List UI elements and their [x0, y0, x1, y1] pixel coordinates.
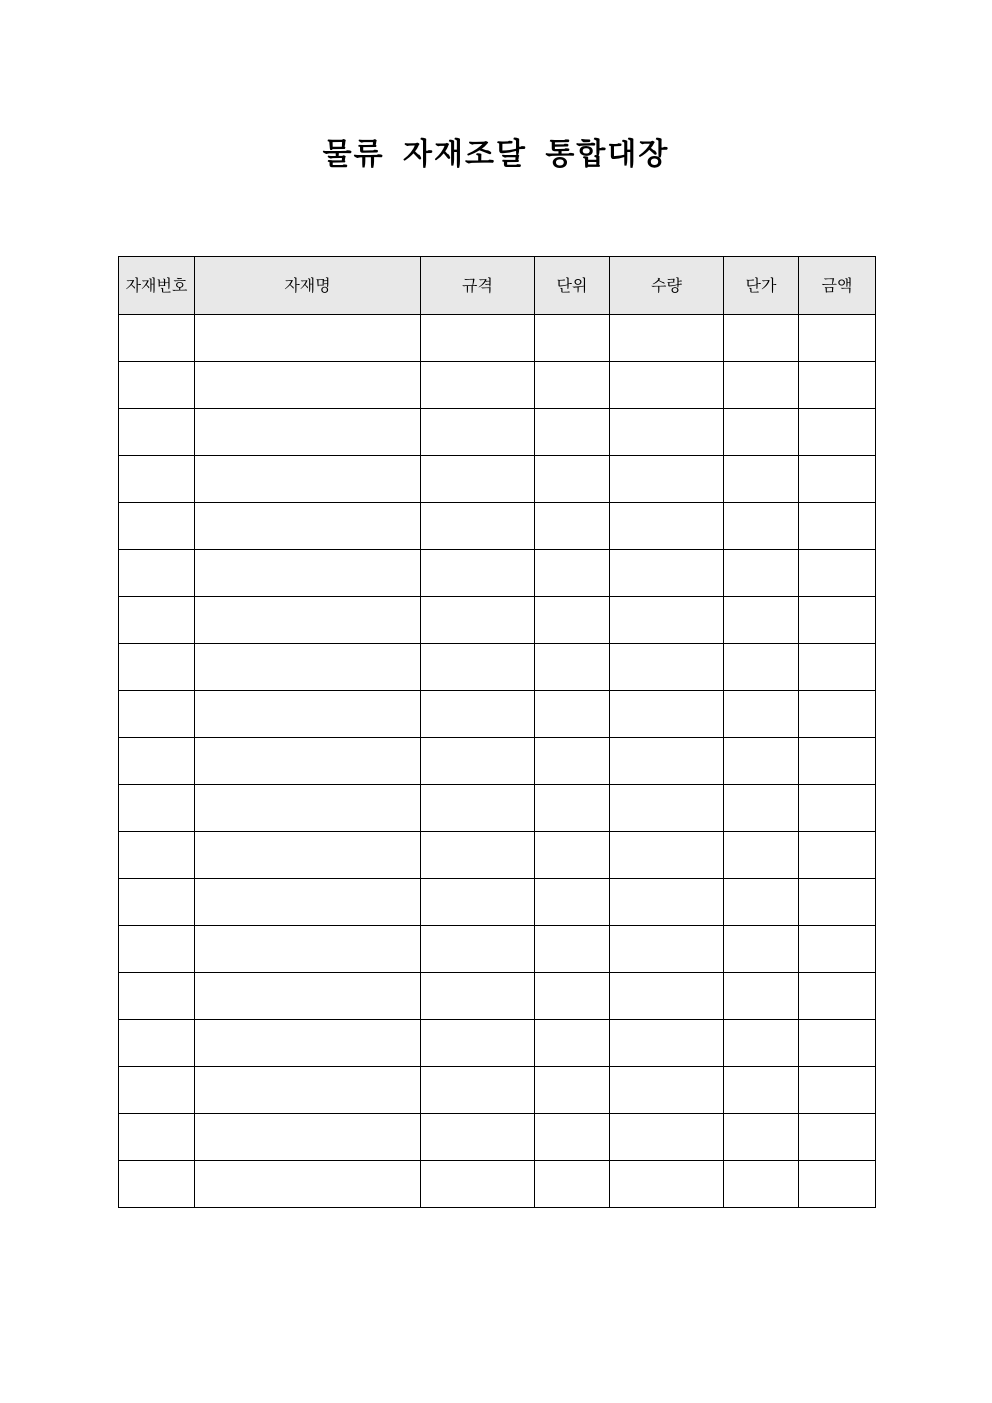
cell-quantity[interactable] — [610, 1114, 724, 1161]
cell-amount[interactable] — [799, 785, 876, 832]
cell-unit-price[interactable] — [724, 1067, 799, 1114]
cell-item-name[interactable] — [195, 832, 421, 879]
cell-unit[interactable] — [535, 597, 610, 644]
cell-quantity[interactable] — [610, 738, 724, 785]
cell-item-name[interactable] — [195, 738, 421, 785]
cell-amount[interactable] — [799, 409, 876, 456]
cell-item-no[interactable] — [119, 973, 195, 1020]
table-row — [119, 456, 876, 503]
cell-item-no[interactable] — [119, 315, 195, 362]
table-row — [119, 1114, 876, 1161]
cell-spec[interactable] — [421, 644, 535, 691]
cell-unit[interactable] — [535, 1067, 610, 1114]
cell-unit-price[interactable] — [724, 691, 799, 738]
cell-unit[interactable] — [535, 503, 610, 550]
cell-item-name[interactable] — [195, 409, 421, 456]
cell-item-name[interactable] — [195, 785, 421, 832]
cell-item-no[interactable] — [119, 597, 195, 644]
cell-spec[interactable] — [421, 409, 535, 456]
cell-item-no[interactable] — [119, 409, 195, 456]
header-item-no — [119, 257, 195, 315]
cell-unit[interactable] — [535, 409, 610, 456]
cell-unit-price[interactable] — [724, 550, 799, 597]
ledger-table — [118, 256, 876, 1208]
table-row — [119, 691, 876, 738]
cell-item-no[interactable] — [119, 550, 195, 597]
table-row — [119, 879, 876, 926]
cell-amount[interactable] — [799, 315, 876, 362]
table-row — [119, 597, 876, 644]
cell-unit-price[interactable] — [724, 1020, 799, 1067]
table-header-row — [119, 257, 876, 315]
cell-amount[interactable] — [799, 1161, 876, 1208]
cell-item-name[interactable] — [195, 691, 421, 738]
cell-unit[interactable] — [535, 832, 610, 879]
cell-quantity[interactable] — [610, 550, 724, 597]
table-row — [119, 644, 876, 691]
cell-unit[interactable] — [535, 456, 610, 503]
header-amount — [799, 257, 876, 315]
cell-quantity[interactable] — [610, 926, 724, 973]
cell-item-no[interactable] — [119, 1161, 195, 1208]
cell-unit[interactable] — [535, 973, 610, 1020]
cell-unit[interactable] — [535, 1020, 610, 1067]
cell-item-no[interactable] — [119, 456, 195, 503]
cell-item-no[interactable] — [119, 832, 195, 879]
cell-item-no[interactable] — [119, 644, 195, 691]
cell-item-name[interactable] — [195, 879, 421, 926]
cell-quantity[interactable] — [610, 456, 724, 503]
cell-item-name[interactable] — [195, 362, 421, 409]
table-row — [119, 785, 876, 832]
cell-item-no[interactable] — [119, 362, 195, 409]
cell-unit[interactable] — [535, 644, 610, 691]
cell-spec[interactable] — [421, 362, 535, 409]
cell-spec[interactable] — [421, 315, 535, 362]
cell-unit-price[interactable] — [724, 785, 799, 832]
cell-spec[interactable] — [421, 832, 535, 879]
cell-item-no[interactable] — [119, 691, 195, 738]
table-row — [119, 973, 876, 1020]
cell-item-name[interactable] — [195, 1067, 421, 1114]
cell-item-no[interactable] — [119, 1067, 195, 1114]
cell-unit-price[interactable] — [724, 503, 799, 550]
table-row — [119, 409, 876, 456]
table-row — [119, 832, 876, 879]
header-label: 단가 — [745, 275, 777, 295]
cell-item-no[interactable] — [119, 1114, 195, 1161]
cell-amount[interactable] — [799, 503, 876, 550]
header-label: 자재번호 — [125, 275, 188, 295]
cell-spec[interactable] — [421, 691, 535, 738]
header-label: 자재명 — [284, 275, 331, 295]
cell-spec[interactable] — [421, 1020, 535, 1067]
cell-item-no[interactable] — [119, 503, 195, 550]
header-unit-price — [724, 257, 799, 315]
header-quantity — [610, 257, 724, 315]
cell-amount[interactable] — [799, 1020, 876, 1067]
cell-unit-price[interactable] — [724, 973, 799, 1020]
cell-unit[interactable] — [535, 879, 610, 926]
cell-amount[interactable] — [799, 832, 876, 879]
cell-item-name[interactable] — [195, 1161, 421, 1208]
cell-spec[interactable] — [421, 1114, 535, 1161]
cell-amount[interactable] — [799, 1114, 876, 1161]
cell-item-name[interactable] — [195, 503, 421, 550]
cell-amount[interactable] — [799, 973, 876, 1020]
cell-item-no[interactable] — [119, 1020, 195, 1067]
table-row — [119, 1161, 876, 1208]
cell-quantity[interactable] — [610, 315, 724, 362]
cell-spec[interactable] — [421, 879, 535, 926]
cell-unit-price[interactable] — [724, 879, 799, 926]
header-label: 금액 — [821, 275, 853, 295]
cell-unit-price[interactable] — [724, 315, 799, 362]
table-row — [119, 362, 876, 409]
table-body — [119, 315, 876, 1208]
cell-item-name[interactable] — [195, 1114, 421, 1161]
cell-quantity[interactable] — [610, 362, 724, 409]
cell-unit[interactable] — [535, 1114, 610, 1161]
cell-unit-price[interactable] — [724, 409, 799, 456]
cell-unit-price[interactable] — [724, 1161, 799, 1208]
table-row — [119, 550, 876, 597]
header-label: 수량 — [651, 275, 682, 295]
cell-unit[interactable] — [535, 785, 610, 832]
table-row — [119, 503, 876, 550]
cell-amount[interactable] — [799, 362, 876, 409]
cell-spec[interactable] — [421, 785, 535, 832]
cell-amount[interactable] — [799, 879, 876, 926]
cell-amount[interactable] — [799, 691, 876, 738]
cell-quantity[interactable] — [610, 1161, 724, 1208]
cell-item-no[interactable] — [119, 926, 195, 973]
cell-quantity[interactable] — [610, 973, 724, 1020]
cell-item-name[interactable] — [195, 456, 421, 503]
cell-unit-price[interactable] — [724, 362, 799, 409]
cell-unit[interactable] — [535, 362, 610, 409]
cell-quantity[interactable] — [610, 644, 724, 691]
cell-spec[interactable] — [421, 1161, 535, 1208]
cell-spec[interactable] — [421, 738, 535, 785]
cell-quantity[interactable] — [610, 503, 724, 550]
header-label: 단위 — [556, 275, 588, 295]
cell-item-name[interactable] — [195, 1020, 421, 1067]
cell-quantity[interactable] — [610, 409, 724, 456]
cell-unit[interactable] — [535, 315, 610, 362]
cell-spec[interactable] — [421, 926, 535, 973]
table-row — [119, 738, 876, 785]
cell-unit-price[interactable] — [724, 597, 799, 644]
cell-unit[interactable] — [535, 1161, 610, 1208]
cell-quantity[interactable] — [610, 1020, 724, 1067]
cell-amount[interactable] — [799, 1067, 876, 1114]
cell-item-name[interactable] — [195, 973, 421, 1020]
cell-spec[interactable] — [421, 503, 535, 550]
cell-spec[interactable] — [421, 973, 535, 1020]
cell-unit-price[interactable] — [724, 644, 799, 691]
cell-unit-price[interactable] — [724, 1114, 799, 1161]
cell-amount[interactable] — [799, 597, 876, 644]
cell-item-no[interactable] — [119, 879, 195, 926]
cell-unit[interactable] — [535, 738, 610, 785]
cell-quantity[interactable] — [610, 597, 724, 644]
table-row — [119, 1020, 876, 1067]
cell-spec[interactable] — [421, 550, 535, 597]
cell-unit-price[interactable] — [724, 738, 799, 785]
cell-quantity[interactable] — [610, 785, 724, 832]
cell-item-no[interactable] — [119, 738, 195, 785]
header-spec — [421, 257, 535, 315]
cell-item-name[interactable] — [195, 315, 421, 362]
cell-quantity[interactable] — [610, 832, 724, 879]
header-unit — [535, 257, 610, 315]
cell-item-name[interactable] — [195, 550, 421, 597]
cell-quantity[interactable] — [610, 1067, 724, 1114]
header-item-name — [195, 257, 421, 315]
cell-unit-price[interactable] — [724, 832, 799, 879]
cell-amount[interactable] — [799, 550, 876, 597]
cell-quantity[interactable] — [610, 691, 724, 738]
cell-spec[interactable] — [421, 597, 535, 644]
cell-quantity[interactable] — [610, 879, 724, 926]
cell-unit[interactable] — [535, 550, 610, 597]
cell-spec[interactable] — [421, 456, 535, 503]
cell-unit[interactable] — [535, 691, 610, 738]
cell-amount[interactable] — [799, 926, 876, 973]
cell-amount[interactable] — [799, 456, 876, 503]
cell-item-name[interactable] — [195, 926, 421, 973]
cell-spec[interactable] — [421, 1067, 535, 1114]
header-label: 규격 — [462, 275, 493, 295]
cell-amount[interactable] — [799, 644, 876, 691]
document-title: 물류 자재조달 통합대장 — [322, 137, 670, 172]
cell-unit-price[interactable] — [724, 926, 799, 973]
cell-item-name[interactable] — [195, 597, 421, 644]
cell-unit-price[interactable] — [724, 456, 799, 503]
table-row — [119, 315, 876, 362]
table-row — [119, 1067, 876, 1114]
cell-item-name[interactable] — [195, 644, 421, 691]
cell-amount[interactable] — [799, 738, 876, 785]
table-row — [119, 926, 876, 973]
cell-item-no[interactable] — [119, 785, 195, 832]
cell-unit[interactable] — [535, 926, 610, 973]
